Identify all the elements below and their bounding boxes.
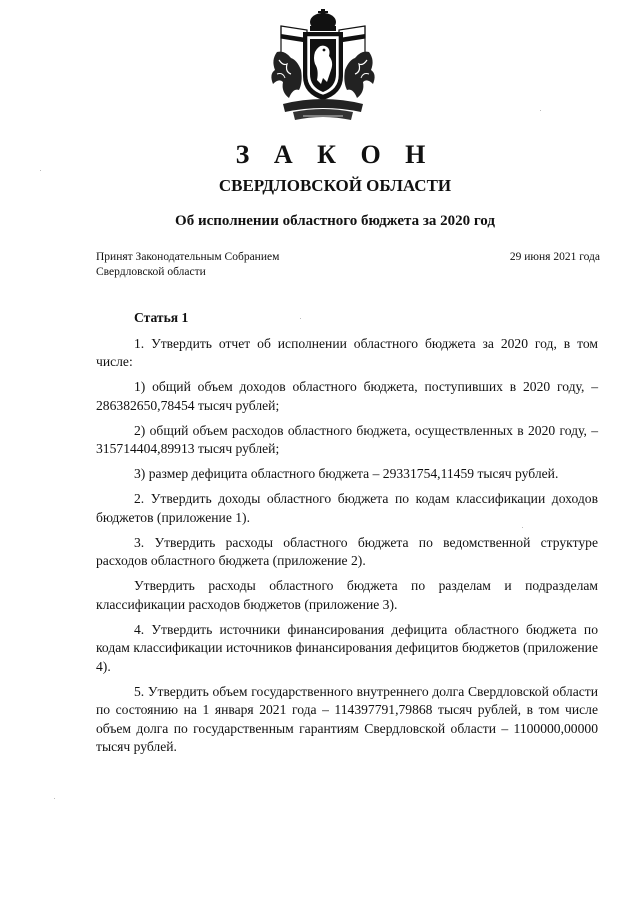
paragraph: Утвердить расходы областного бюджета по разделам и подразделам классификации расходов бюджетов (приложение 3). [96, 578, 598, 612]
coat-of-arms-emblem [263, 8, 383, 126]
scan-speck [522, 527, 523, 528]
scan-speck [40, 170, 41, 171]
article-title: Статья 1 [134, 310, 189, 325]
paragraph: 2. Утвердить доходы областного бюджета по кодам классификации доходов бюджетов (приложение 1). [96, 491, 598, 525]
scan-speck [54, 798, 55, 799]
adoption-note [96, 250, 279, 280]
paragraph: 3. Утвердить расходы областного бюджета по ведомственной структуре расходов областного бюджета (приложение 2). [96, 534, 598, 568]
adoption-line-2: Свердловской области [96, 266, 206, 278]
paragraph: 5. Утвердить объем государственного внутреннего долга Свердловской области по состоянию на 1 января 2021 года – 114397791,79868 тысяч рублей, в том числе объем долга по государственным гарантиям Свердловской области – 1100000,00000 тысяч рублей. [96, 683, 598, 754]
scan-speck [300, 318, 301, 319]
article-body [96, 309, 598, 763]
paragraph: 4. Утвердить источники финансирования дефицита областного бюджета по кодам классификации источников финансирования дефицитов бюджетов (приложение 4). [96, 621, 598, 674]
document-title: З А К О Н [235, 140, 435, 169]
paragraph: 2) общий объем расходов областного бюджета, осуществленных в 2020 году, – 315714404,89913 тысяч рублей; [96, 422, 598, 456]
document-subject: Об исполнении областного бюджета за 2020 год [175, 213, 495, 229]
document-region: СВЕРДЛОВСКОЙ ОБЛАСТИ [218, 176, 452, 195]
adoption-line-1: Принят Законодательным Собранием [96, 251, 280, 263]
paragraph: 1) общий объем доходов областного бюджета, поступивших в 2020 году, – 286382650,78454 тысяч рублей; [96, 379, 598, 413]
paragraph: 3) размер дефицита областного бюджета – 29331754,11459 тысяч рублей. [134, 466, 559, 481]
paragraph: 1. Утвердить отчет об исполнении областного бюджета за 2020 год, в том числе: [96, 335, 598, 369]
adoption-date: 29 июня 2021 года [509, 251, 600, 263]
scan-speck [540, 110, 541, 111]
